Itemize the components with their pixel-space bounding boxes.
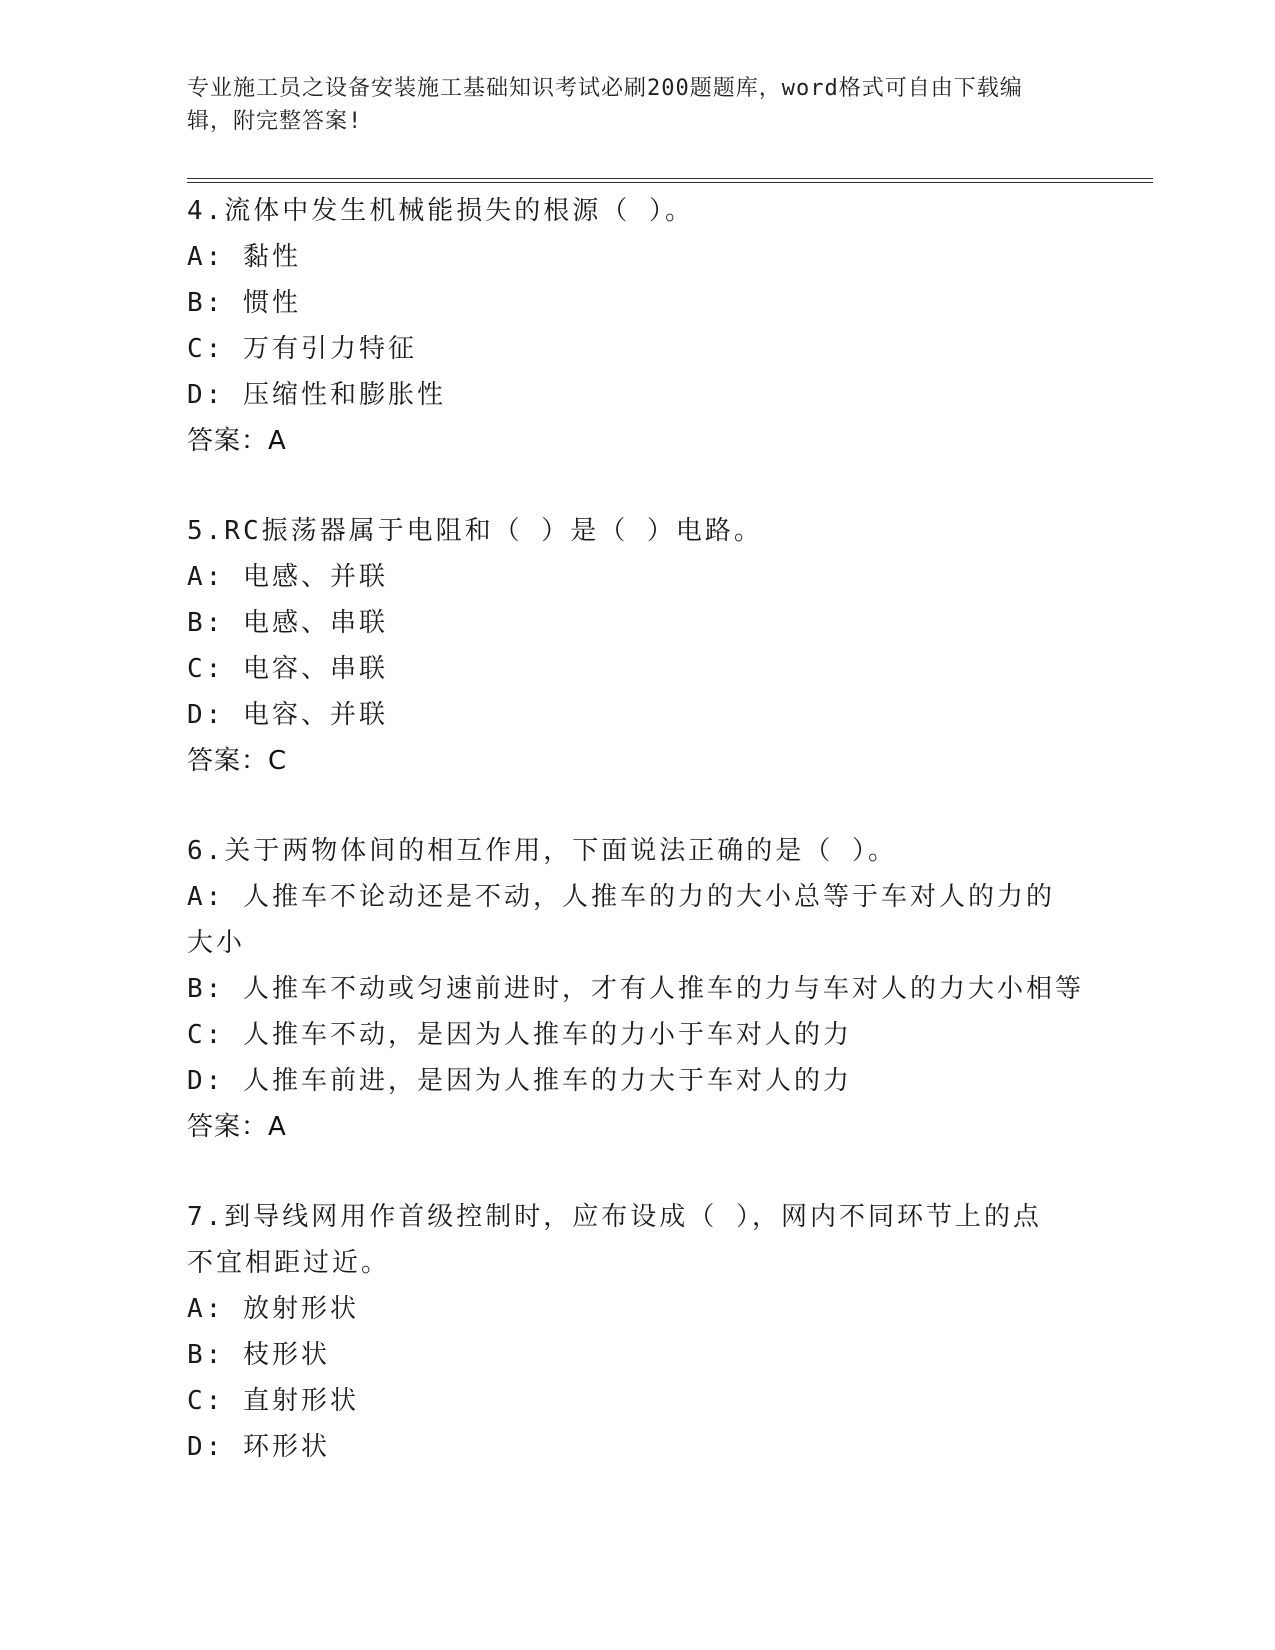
option-a: A: 人推车不论动还是不动，人推车的力的大小总等于车对人的力的大小 — [187, 882, 1055, 958]
option-d: D: 电容、并联 — [187, 700, 388, 730]
answer-label: 答案：A — [187, 1112, 287, 1142]
question-7 — [187, 1194, 1067, 1470]
option-b: B: 惯性 — [187, 288, 301, 318]
question-stem: 4.流体中发生机械能损失的根源（ ）。 — [187, 196, 694, 226]
question-6 — [187, 828, 1084, 1150]
option-a: A: 放射形状 — [187, 1294, 359, 1324]
option-c: C: 人推车不动，是因为人推车的力小于车对人的力 — [187, 1020, 852, 1050]
option-b: B: 人推车不动或匀速前进时，才有人推车的力与车对人的力大小相等 — [187, 974, 1084, 1004]
option-a: A: 电感、并联 — [187, 562, 388, 592]
header-divider-top — [187, 178, 1153, 179]
answer-label: 答案：C — [187, 746, 288, 776]
question-4 — [187, 188, 1067, 464]
option-c: C: 万有引力特征 — [187, 334, 417, 364]
option-d: D: 压缩性和膨胀性 — [187, 380, 446, 410]
option-a: A: 黏性 — [187, 242, 301, 272]
option-d: D: 环形状 — [187, 1432, 330, 1462]
document-header: 专业施工员之设备安装施工基础知识考试必刷200题题库，word格式可自由下载编辑，附完整答案! — [187, 76, 1023, 134]
option-b: B: 电感、串联 — [187, 608, 388, 638]
question-stem: 7.到导线网用作首级控制时，应布设成（ ），网内不同环节上的点不宜相距过近。 — [187, 1202, 1042, 1278]
answer-label: 答案：A — [187, 426, 287, 456]
question-5 — [187, 508, 1067, 784]
header-divider-bottom — [187, 182, 1153, 183]
option-c: C: 直射形状 — [187, 1386, 359, 1416]
option-c: C: 电容、串联 — [187, 654, 388, 684]
question-stem: 5.RC振荡器属于电阻和（ ）是（ ）电路。 — [187, 516, 763, 546]
option-b: B: 枝形状 — [187, 1340, 330, 1370]
option-d: D: 人推车前进，是因为人推车的力大于车对人的力 — [187, 1066, 852, 1096]
question-stem: 6.关于两物体间的相互作用，下面说法正确的是（ ）。 — [187, 836, 897, 866]
